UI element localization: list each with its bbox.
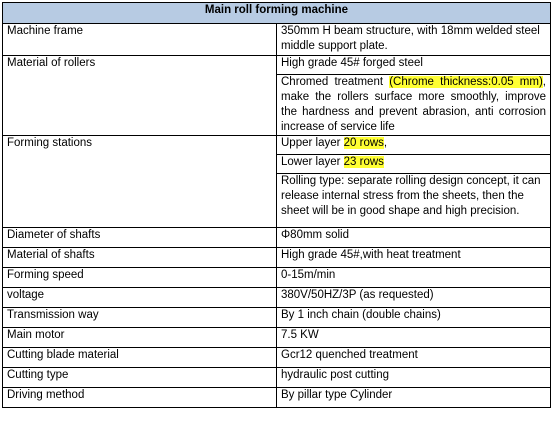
table-row — [3, 228, 551, 248]
row-label: Driving method — [3, 388, 277, 408]
row-label: Material of rollers — [3, 56, 277, 136]
table-row — [3, 368, 551, 388]
table-row — [3, 136, 551, 155]
row-value: hydraulic post cutting — [277, 368, 551, 388]
spec-table — [2, 2, 551, 408]
upper-layer-highlight: 20 rows — [343, 137, 384, 149]
row-label: Forming speed — [3, 268, 277, 288]
lower-layer-cell — [277, 155, 551, 174]
table-row — [3, 328, 551, 348]
row-value: Gcr12 quenched treatment — [277, 348, 551, 368]
chrome-thickness-highlight: (Chrome thickness:0.05 mm) — [389, 76, 543, 88]
row-value: High grade 45#,with heat treatment — [277, 248, 551, 268]
row-value: Φ80mm solid — [277, 228, 551, 248]
table-row — [3, 56, 551, 75]
row-value: 0-15m/min — [277, 268, 551, 288]
table-row — [3, 24, 551, 56]
row-value: By 1 inch chain (double chains) — [277, 308, 551, 328]
row-value: 350mm H beam structure, with 18mm welded steel middle support plate. — [277, 24, 551, 56]
lower-layer-prefix: Lower layer — [281, 156, 344, 168]
chrome-prefix: Chromed treatment — [281, 76, 390, 88]
table-row — [3, 268, 551, 288]
row-value: High grade 45# forged steel — [277, 56, 551, 75]
row-label: Transmission way — [3, 308, 277, 328]
row-label: Machine frame — [3, 24, 277, 56]
row-label: Forming stations — [3, 136, 277, 228]
row-value: 380V/50HZ/3P (as requested) — [277, 288, 551, 308]
upper-layer-prefix: Upper layer — [281, 137, 344, 149]
row-value: By pillar type Cylinder — [277, 388, 551, 408]
row-label: Cutting type — [3, 368, 277, 388]
table-header-row — [3, 3, 551, 24]
row-label: Material of shafts — [3, 248, 277, 268]
table-title: Main roll forming machine — [3, 3, 551, 24]
upper-layer-suffix: , — [383, 137, 388, 149]
table-row — [3, 348, 551, 368]
upper-layer-cell — [277, 136, 551, 155]
rolling-type-cell: Rolling type: separate rolling design concept, it can release internal stress from the sheets, then the sheet will be in good shape and high precision. — [277, 174, 551, 228]
row-label: voltage — [3, 288, 277, 308]
table-row — [3, 288, 551, 308]
row-label: Diameter of shafts — [3, 228, 277, 248]
chrome-treatment-cell — [277, 75, 551, 136]
lower-layer-highlight: 23 rows — [343, 156, 384, 168]
chrome-suffix: , make the rollers surface more smoothly, improve the hardness and prevent abrasion, anti corrosion increase of service life — [281, 76, 546, 133]
row-label: Main motor — [3, 328, 277, 348]
row-value: 7.5 KW — [277, 328, 551, 348]
row-label: Cutting blade material — [3, 348, 277, 368]
table-row — [3, 388, 551, 408]
table-row — [3, 308, 551, 328]
table-row — [3, 248, 551, 268]
